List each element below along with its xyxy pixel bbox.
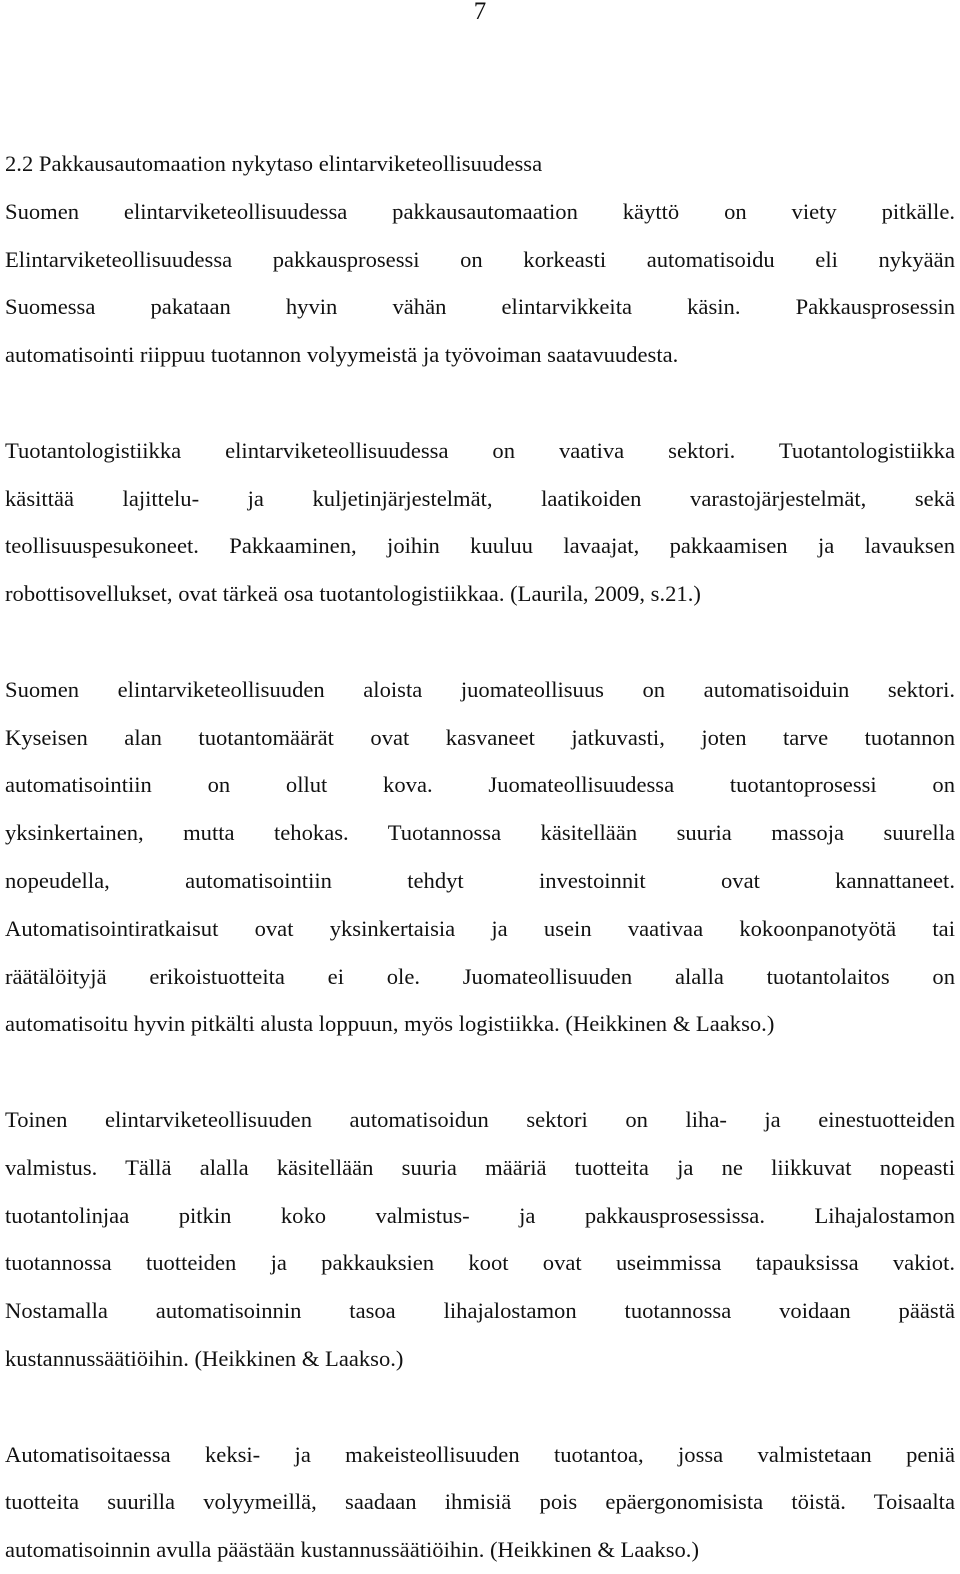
paragraph	[5, 1096, 955, 1383]
paragraph-line: teollisuuspesukoneet. Pakkaaminen, joihin kuuluu lavaajat, pakkaamisen ja lavauksen	[5, 533, 955, 559]
paragraph-line: Elintarviketeollisuudessa pakkausprosessi on korkeasti automatisoidu eli nykyään	[5, 246, 955, 272]
paragraph-line: Suomen elintarviketeollisuuden aloista juomateollisuus on automatisoiduin sektori.	[5, 676, 955, 702]
paragraph-gap	[5, 379, 955, 427]
paragraph	[5, 427, 955, 618]
paragraph-gap	[5, 1048, 955, 1096]
paragraph-line: kustannussäätiöihin. (Heikkinen & Laakso.)	[5, 1345, 404, 1371]
paragraph-line: tuotannossa tuotteiden ja pakkauksien koot ovat useimmissa tapauksissa vakiot.	[5, 1250, 955, 1276]
paragraph-line: Automatisointiratkaisut ovat yksinkertaisia ja usein vaativaa kokoonpanotyötä tai	[5, 915, 955, 941]
paragraph-line: tuotteita suurilla volyymeillä, saadaan ihmisiä pois epäergonomisista töistä. Toisaalta	[5, 1489, 955, 1515]
paragraph-line: yksinkertainen, mutta tehokas. Tuotannossa käsitellään suuria massoja suurella	[5, 820, 955, 846]
paragraph-line: robottisovellukset, ovat tärkeä osa tuotantologistiikkaa. (Laurila, 2009, s.21.)	[5, 581, 701, 607]
paragraph-gap	[5, 1383, 955, 1431]
paragraph-line: valmistus. Tällä alalla käsitellään suuria määriä tuotteita ja ne liikkuvat nopeasti	[5, 1154, 955, 1180]
page-number: 7	[473, 0, 487, 25]
paragraph	[5, 666, 955, 1048]
paragraph-line: automatisointiin on ollut kova. Juomateollisuudessa tuotantoprosessi on	[5, 772, 955, 798]
paragraph-line: Kyseisen alan tuotantomäärät ovat kasvaneet jatkuvasti, joten tarve tuotannon	[5, 724, 955, 750]
paragraph-line: nopeudella, automatisointiin tehdyt investoinnit ovat kannattaneet.	[5, 867, 955, 893]
paragraph-line: tuotantolinjaa pitkin koko valmistus- ja pakkausprosessissa. Lihajalostamon	[5, 1202, 955, 1228]
paragraph-line: räätälöityjä erikoistuotteita ei ole. Juomateollisuuden alalla tuotantolaitos on	[5, 963, 955, 989]
document-body	[5, 140, 955, 1574]
paragraph	[5, 188, 955, 379]
paragraph-line: automatisoinnin avulla päästään kustannussäätiöihin. (Heikkinen & Laakso.)	[5, 1537, 699, 1563]
paragraph	[5, 1431, 955, 1574]
paragraph-line: automatisoitu hyvin pitkälti alusta loppuun, myös logistiikka. (Heikkinen & Laakso.)	[5, 1011, 775, 1037]
paragraph-line: automatisointi riippuu tuotannon volyymeistä ja työvoiman saatavuudesta.	[5, 342, 679, 368]
section-heading: 2.2 Pakkausautomaation nykytaso elintarviketeollisuudessa	[5, 151, 543, 176]
paragraph-line: käsittää lajittelu- ja kuljetinjärjestelmät, laatikoiden varastojärjestelmät, sekä	[5, 485, 955, 511]
paragraph-line: Suomessa pakataan hyvin vähän elintarvikkeita käsin. Pakkausprosessin	[5, 294, 955, 320]
paragraph-line: Automatisoitaessa keksi- ja makeisteollisuuden tuotantoa, jossa valmistetaan peniä	[5, 1441, 955, 1467]
paragraph-line: Suomen elintarviketeollisuudessa pakkausautomaation käyttö on viety pitkälle.	[5, 198, 955, 224]
paragraph-line: Toinen elintarviketeollisuuden automatisoidun sektori on liha- ja einestuotteiden	[5, 1106, 955, 1132]
paragraph-line: Tuotantologistiikka elintarviketeollisuudessa on vaativa sektori. Tuotantologistiikka	[5, 437, 955, 463]
paragraph-line: Nostamalla automatisoinnin tasoa lihajalostamon tuotannossa voidaan päästä	[5, 1298, 955, 1324]
paragraph-gap	[5, 618, 955, 666]
